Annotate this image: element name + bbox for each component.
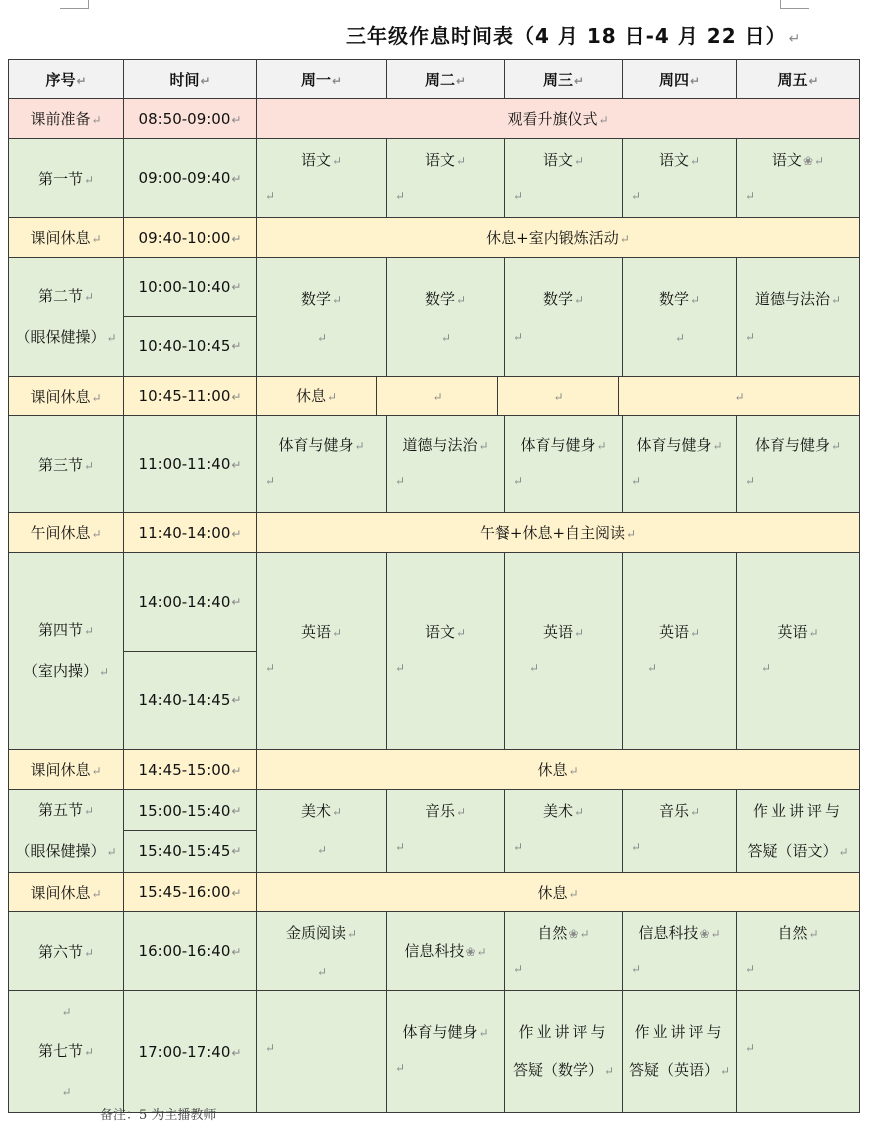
time-slot-b: 10:40-10:45 ↵: [138, 337, 242, 355]
page-title: 三年级作息时间表（4 月 18 日-4 月 22 日） ↵: [346, 24, 802, 48]
time-slot-a: 14:00-14:40 ↵: [124, 554, 256, 652]
cell-mon: 美术↵ ↵: [257, 790, 387, 873]
page-corner-mark-left: [60, 0, 89, 9]
row-label: 课间休息↵: [9, 750, 124, 790]
cell-tue: 道德与法治↵ ↵: [387, 416, 505, 513]
row-activity: 休息↵: [257, 750, 860, 790]
cell-thu: 英语↵ ↵: [623, 553, 737, 750]
row-label: 午间休息↵: [9, 513, 124, 553]
cell-tue: 数学↵ ↵: [387, 258, 505, 377]
cell-fri: 体育与健身↵ ↵: [737, 416, 860, 513]
row-activity: 休息+室内锻炼活动↵: [257, 218, 860, 258]
row-period-7: [9, 991, 860, 1113]
cell-thu: 语文↵ ↵: [623, 139, 737, 218]
row-time: 09:00-09:40↵: [124, 139, 257, 218]
cell-wed: 英语↵ ↵: [505, 553, 623, 750]
row-label: 第四节↵ （室内操）↵: [9, 553, 124, 750]
row-period-1: [9, 139, 860, 218]
row-time: 11:40-14:00↵: [124, 513, 257, 553]
row-period-2: [9, 258, 860, 377]
row-time: 14:45-15:00↵: [124, 750, 257, 790]
cell-fri: 英语↵ ↵: [737, 553, 860, 750]
row-label: 第二节↵ （眼保健操）↵: [9, 258, 124, 377]
row-time-split: [124, 790, 257, 873]
cell-thu: 作业讲评与 答疑（英语）↵: [623, 991, 737, 1113]
row-prep: [9, 99, 860, 139]
row-period-4: [9, 553, 860, 750]
cell-mon: 语文↵ ↵: [257, 139, 387, 218]
cell-fri: ↵: [737, 991, 860, 1113]
cell-mon: ↵: [257, 991, 387, 1113]
cell-wed: 作业讲评与 答疑（数学）↵: [505, 991, 623, 1113]
row-label: 第一节↵: [9, 139, 124, 218]
row-label: 课间休息↵: [9, 873, 124, 912]
row-time: 11:00-11:40↵: [124, 416, 257, 513]
time-slot-a: 15:00-15:40 ↵: [124, 792, 256, 831]
cell-wed: 数学↵ ↵: [505, 258, 623, 377]
rest-cell: ↵: [377, 377, 498, 415]
schedule-table: [8, 59, 860, 1113]
header-cell-fri: 周五↵: [737, 60, 860, 99]
row-break-2: [9, 377, 860, 416]
row-activity: 休息↵: [257, 873, 860, 912]
page-corner-mark-right: [780, 0, 809, 9]
cell-tue: 语文↵ ↵: [387, 139, 505, 218]
header-cell-tue: 周二↵: [387, 60, 505, 99]
cell-thu: 数学↵ ↵: [623, 258, 737, 377]
time-slot-b: 14:40-14:45 ↵: [138, 691, 242, 709]
row-break-4: [9, 873, 860, 912]
row-noon-break: [9, 513, 860, 553]
time-slot-a: 10:00-10:40 ↵: [124, 259, 256, 317]
cell-tue: 体育与健身↵ ↵: [387, 991, 505, 1113]
row-period-3: [9, 416, 860, 513]
row-label: 第三节↵: [9, 416, 124, 513]
cell-fri: 语文❀↵ ↵: [737, 139, 860, 218]
cell-tue: 语文↵ ↵: [387, 553, 505, 750]
cell-fri: 自然↵ ↵: [737, 912, 860, 991]
row-label: ↵ 第七节↵ ↵: [9, 991, 124, 1113]
cell-fri: 作业讲评与 答疑（语文）↵: [737, 790, 860, 873]
row-activity: 午餐+休息+自主阅读↵: [257, 513, 860, 553]
row-time: 09:40-10:00↵: [124, 218, 257, 258]
row-label: 课前准备↵: [9, 99, 124, 139]
row-label: 课间休息↵: [9, 218, 124, 258]
cell-wed: 语文↵ ↵: [505, 139, 623, 218]
cell-mon: 金质阅读↵ ↵: [257, 912, 387, 991]
row-time: 10:45-11:00↵: [124, 377, 257, 416]
row-label: 课间休息↵: [9, 377, 124, 416]
row-period-6: [9, 912, 860, 991]
row-time: 17:00-17:40↵: [124, 991, 257, 1113]
row-break-1: [9, 218, 860, 258]
row-period-5: [9, 790, 860, 873]
rest-cell: ↵: [734, 390, 745, 404]
cell-thu: 信息科技❀↵ ↵: [623, 912, 737, 991]
row-activity: 观看升旗仪式↵: [257, 99, 860, 139]
header-cell-time: 时间↵: [124, 60, 257, 99]
row-time: 15:45-16:00↵: [124, 873, 257, 912]
cell-wed: 体育与健身↵ ↵: [505, 416, 623, 513]
cell-wed: 美术↵ ↵: [505, 790, 623, 873]
header-cell-thu: 周四↵: [623, 60, 737, 99]
cell-mon: 体育与健身↵ ↵: [257, 416, 387, 513]
row-break-3: [9, 750, 860, 790]
header-row: [9, 60, 860, 99]
row-time: 16:00-16:40↵: [124, 912, 257, 991]
header-cell-mon: 周一↵: [257, 60, 387, 99]
cell-mon: 数学↵ ↵: [257, 258, 387, 377]
cell-thu: 体育与健身↵ ↵: [623, 416, 737, 513]
cell-tue: 音乐↵ ↵: [387, 790, 505, 873]
cell-fri: 道德与法治↵ ↵: [737, 258, 860, 377]
header-cell-index: 序号↵: [9, 60, 124, 99]
rest-cell: 休息↵: [257, 377, 377, 415]
row-time: 08:50-09:00↵: [124, 99, 257, 139]
rest-cell: ↵: [498, 377, 619, 415]
row-time-split: [124, 553, 257, 750]
row-label: 第五节↵ （眼保健操）↵: [9, 790, 124, 873]
time-slot-b: 15:40-15:45 ↵: [138, 841, 242, 860]
cell-tue: 信息科技❀↵: [387, 912, 505, 991]
cell-thu: 音乐↵ ↵: [623, 790, 737, 873]
header-cell-wed: 周三↵: [505, 60, 623, 99]
row-activity-split: [257, 377, 860, 416]
cell-mon: 英语↵ ↵: [257, 553, 387, 750]
row-time-split: [124, 258, 257, 377]
cell-wed: 自然❀↵ ↵: [505, 912, 623, 991]
footnote: 备注：5 为主播教师: [100, 1108, 217, 1123]
row-label: 第六节↵: [9, 912, 124, 991]
